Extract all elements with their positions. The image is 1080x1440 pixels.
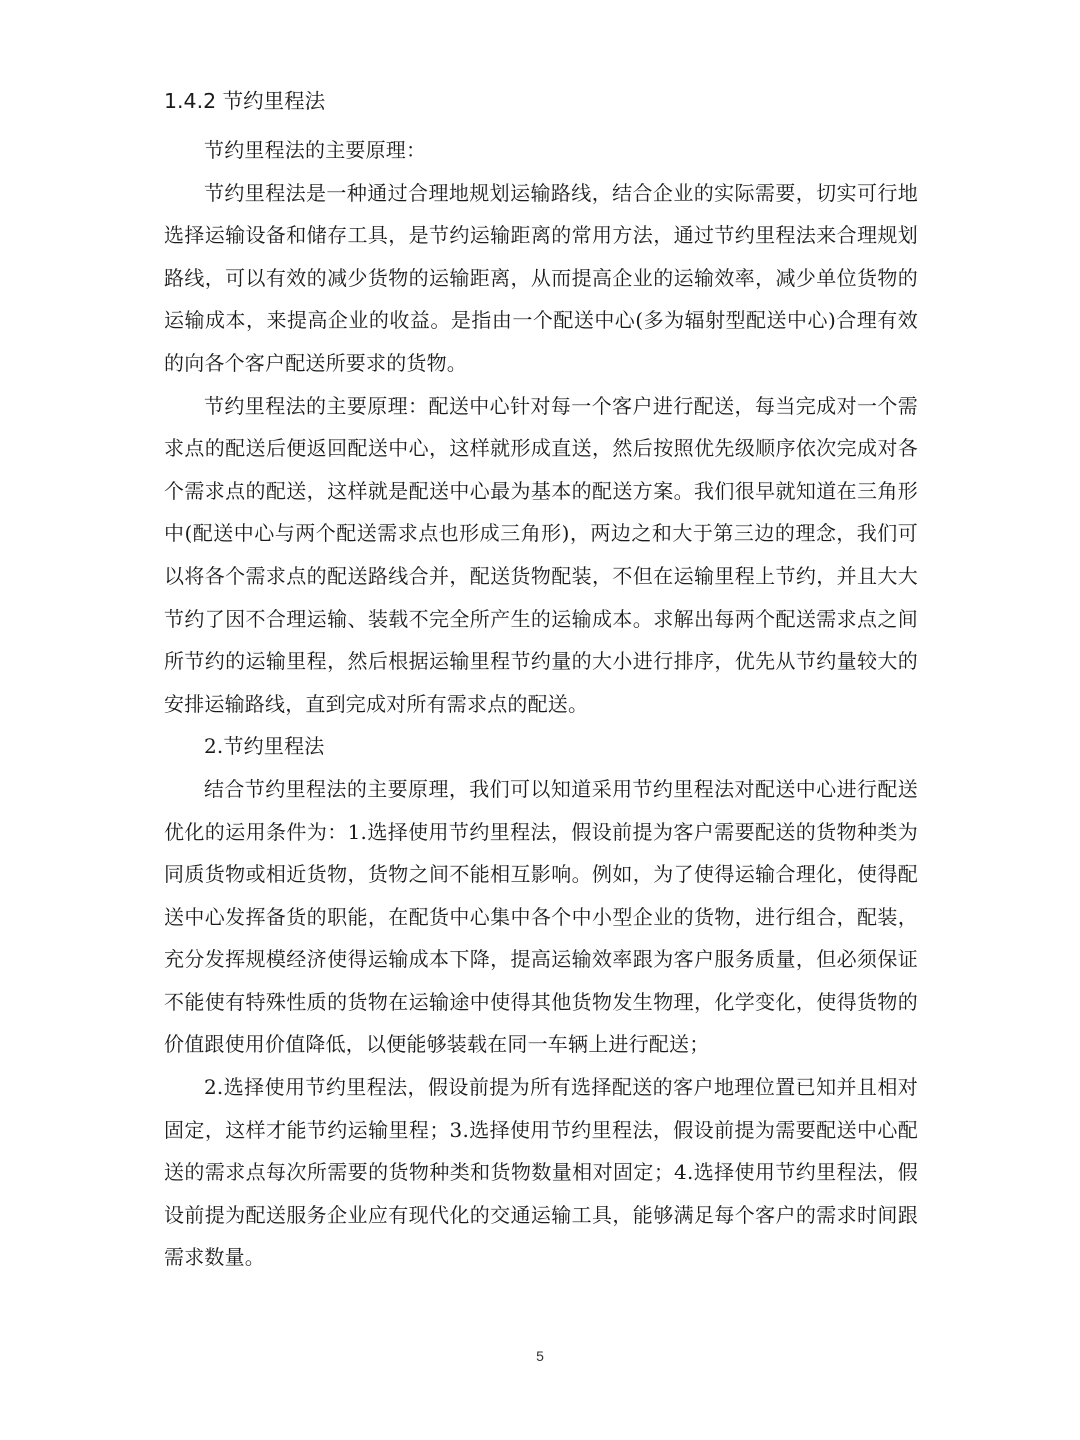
paragraph-definition: 节约里程法是一种通过合理地规划运输路线，结合企业的实际需要，切实可行地选择运输设备和储存工具，是节约运输距离的常用方法，通过节约里程法来合理规划路线，可以有效的减少货物的运输距离，从而提高企业的运输效率，减少单位货物的运输成本，来提高企业的收益。是指由一个配送中心(多为辐射型配送中心)合理有效的向各个客户配送所要求的货物。 [164,180,918,375]
paragraph-subheading: 2.节约里程法 [204,734,325,759]
section-heading: 1.4.2 节约里程法 [164,89,326,113]
paragraph-principle-detail: 节约里程法的主要原理：配送中心针对每一个客户进行配送，每当完成对一个需求点的配送后便返回配送中心，这样就形成直送，然后按照优先级顺序依次完成对各个需求点的配送，这样就是配送中心最为基本的配送方案。我们很早就知道在三角形中(配送中心与两个配送需求点也形成三角形)，两边之和大于第三边的理念，我们可以将各个需求点的配送路线合并，配送货物配装，不但在运输里程上节约，并且大大节约了因不合理运输、装载不完全所产生的运输成本。求解出每两个配送需求点之间所节约的运输里程，然后根据运输里程节约量的大小进行排序，优先从节约量较大的安排运输路线，直到完成对所有需求点的配送。 [164,393,918,716]
paragraph-conditions-continued: 2.选择使用节约里程法，假设前提为所有选择配送的客户地理位置已知并且相对固定，这样才能节约运输里程；3.选择使用节约里程法，假设前提为需要配送中心配送的需求点每次所需要的货物种类和货物数量相对固定；4.选择使用节约里程法，假设前提为配送服务企业应有现代化的交通运输工具，能够满足每个客户的需求时间跟需求数量。 [164,1075,918,1270]
paragraph-principle-title: 节约里程法的主要原理： [204,138,427,162]
page-number: 5 [536,1348,544,1364]
page-content [164,85,918,1279]
paragraph-conditions: 结合节约里程法的主要原理，我们可以知道采用节约里程法对配送中心进行配送优化的运用条件为：1.选择使用节约里程法，假设前提为客户需要配送的货物种类为同质货物或相近货物，货物之间不能相互影响。例如，为了使得运输合理化，使得配送中心发挥备货的职能，在配货中心集中各个中小型企业的货物，进行组合，配装，充分发挥规模经济使得运输成本下降，提高运输效率跟为客户服务质量，但必须保证不能使有特殊性质的货物在运输途中使得其他货物发生物理，化学变化，使得货物的价值跟使用价值降低，以便能够装载在同一车辆上进行配送； [164,776,918,1057]
